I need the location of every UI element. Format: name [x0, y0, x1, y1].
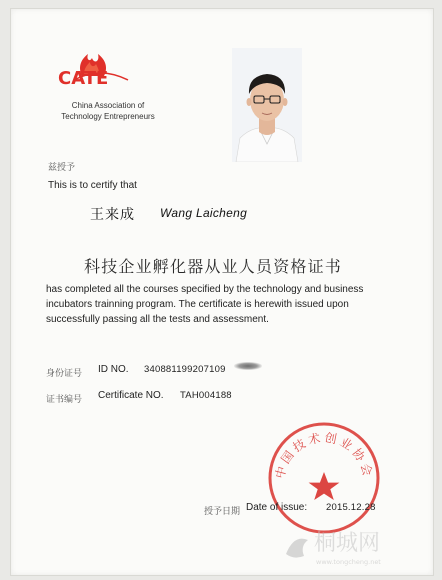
certificate-label-en: Certificate NO.: [98, 390, 164, 401]
cate-logo: [54, 46, 146, 92]
id-label-en: ID NO.: [98, 364, 129, 375]
logo-letters: CATE: [58, 68, 109, 89]
statement-line2: incubators trainning program. The certificate is herewith issued upon: [46, 299, 349, 310]
certificate-title: 科技企业孵化器从业人员资格证书: [84, 257, 343, 276]
watermark-url: www.tongcheng.net: [316, 558, 381, 566]
statement-paragraph: [46, 282, 418, 327]
seal-star-icon: [309, 472, 340, 500]
watermark-text: 桐城网: [314, 531, 381, 556]
greeting-cn: 兹授予: [48, 163, 76, 173]
site-watermark: [280, 520, 430, 570]
recipient-name-en: Wang Laicheng: [160, 206, 248, 220]
watermark-logo-icon: [286, 539, 308, 558]
redaction-smudge: [234, 362, 262, 370]
id-value: 340881199207109: [144, 364, 226, 375]
issuer-name-line1: China Association of: [71, 101, 145, 110]
greeting-en: This is to certify that: [48, 180, 137, 191]
issuer-name-line2: Technology Entrepreneurs: [61, 112, 155, 121]
recipient-name-cn: 王来成: [90, 207, 135, 223]
recipient-photo: [232, 48, 302, 162]
statement-line1: has completed all the courses specified by the technology and business: [46, 284, 364, 295]
certificate-value: TAH004188: [180, 390, 232, 401]
issue-date-value: 2015.12.28: [326, 502, 376, 513]
certificate-label-cn: 证书编号: [46, 395, 83, 405]
issuer-name: [42, 100, 174, 122]
issue-date-label-en: Date of issue:: [246, 502, 308, 513]
issue-date-label-cn: 授予日期: [204, 507, 241, 517]
statement-line3: successfully passing all the tests and assessment.: [46, 314, 269, 325]
seal-text-path: 中国技术创业协会: [272, 430, 376, 480]
id-label-cn: 身份证号: [46, 369, 83, 379]
